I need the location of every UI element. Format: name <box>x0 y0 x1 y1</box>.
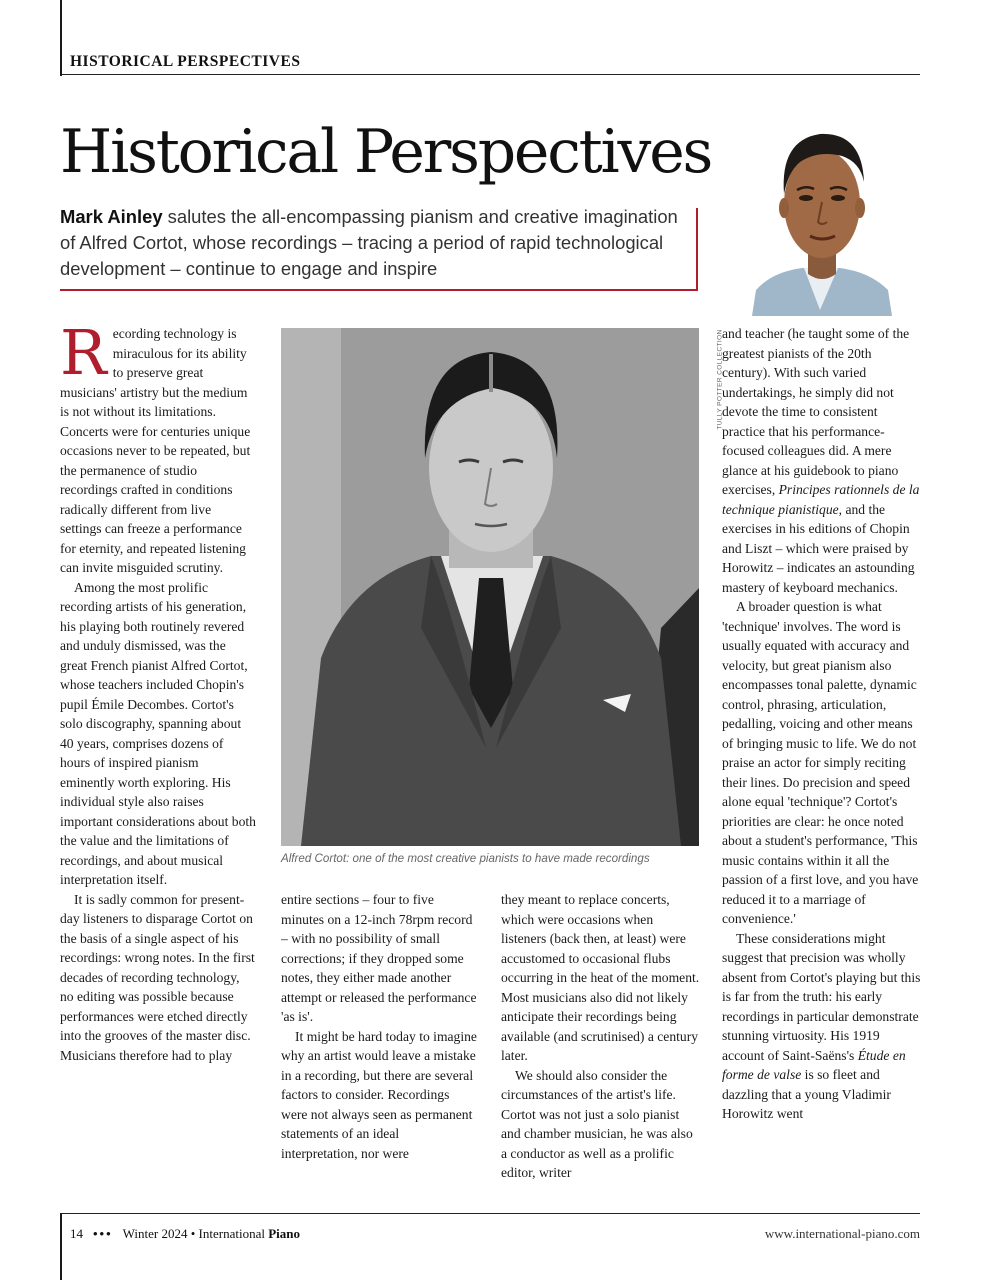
article-column-4 <box>722 324 922 1124</box>
article-column-2 <box>281 890 479 1163</box>
paragraph: We should also consider the circumstances of the artist's life. Cortot was not just a solo pianist and chamber musician, he was also a conductor as well as a prolific editor, writer <box>501 1067 693 1180</box>
header-divider <box>60 74 920 75</box>
photo-credit-text: TULLY POTTER COLLECTION <box>716 329 724 430</box>
footer-folio <box>70 1226 300 1242</box>
article-column-3 <box>501 890 701 1183</box>
footer-url[interactable]: www.international-piano.com <box>764 1226 920 1241</box>
standfirst-red-vertical-rule <box>696 208 698 290</box>
cortot-photo <box>281 328 699 846</box>
paragraph <box>60 316 256 578</box>
paragraph: A broader question is what 'technique' involves. The word is usually equated with accuracy and velocity, but great pianism also encompasses tonal palette, dynamic control, phrasing, articulation, pedalling, voicing and other means of bringing music to life. We do not praise an actor for simply reciting their lines. Do precision and speed alone equal 'technique'? Cortot's priorities are clear: he once noted about a student's performance, 'This music contains within it all the passion of a first love, and you have reduced it to a marriage of convenience.' <box>722 599 919 926</box>
footer-dots: ••• <box>93 1226 113 1241</box>
paragraph: they meant to replace concerts, which were occasions when listeners (back then, at least) were accustomed to occasional flubs occurring in the heat of the moment. Most musicians also did not likely anticipate their recordings being available (and scrutinised) a century later. <box>501 892 700 1063</box>
paragraph-text: ecording technology is miraculous for its ability to preserve great musicians' artistry but the medium is not without its limitations. Concerts were for centuries unique occasions never to be repeated, but the permanence of studio recordings crafted in conditions radically different from live settings can freeze a performance for eternity, and repeated listening can invite misguided scrutiny. <box>60 326 251 575</box>
paragraph: It might be hard today to imagine why an artist would leave a mistake in a recording, but there are several factors to consider. Recordings were not always seen as permanent statements of an ideal interpretation, nor were <box>281 1028 477 1161</box>
paragraph: It is sadly common for present-day listeners to disparage Cortot on the basis of a single aspect of his recordings: wrong notes. In the first decades of recording technology, no editing was possible because performances were etched directly into the grooves of the master disc. Musicians therefore had to play <box>60 891 255 1063</box>
standfirst-text: salutes the all-encompassing pianism and creative imagination of Alfred Cortot, whose recordings – tracing a period of rapid technological development – continue to engage and inspire <box>60 206 678 279</box>
standfirst <box>60 204 696 282</box>
paragraph-text: is so fleet and dazzling that a young Vladimir Horowitz went <box>722 1067 891 1121</box>
page-left-rule-top <box>60 0 62 76</box>
portrait-icon <box>742 112 898 316</box>
book-title: Principes rationnels de la technique pianistique <box>722 482 920 517</box>
paragraph: entire sections – four to five minutes on a 12-inch 78rpm record – with no possibility of small corrections; if they dropped some notes, they either made another attempt or released the performance 'as is'. <box>281 892 477 1024</box>
drop-cap: R <box>60 316 107 389</box>
work-title: Étude en forme de valse <box>722 1047 906 1082</box>
article-column-1 <box>60 316 256 1065</box>
issue-label: Winter 2024 • International <box>122 1226 269 1241</box>
paragraph-text: , and the exercises in his editions of Chopin and Liszt – which were praised by Horowitz – indicates an astounding mastery of keyboard mechanics. <box>722 501 915 595</box>
paragraph-text: These considerations might suggest that precision was wholly absent from Cortot's playing but this is far from the truth: his early recordings in particular demonstrate stunning virtuosity. His 1919 account of Saint-Saëns's <box>722 930 921 1063</box>
paragraph-text: and teacher (he taught some of the greatest pianists of the 20th century). With such varied undertakings, he simply did not devote the time to consistent practice that his performance-focused colleagues did. A mere glance at his guidebook to piano exercises, <box>722 326 910 497</box>
section-label: HISTORICAL PERSPECTIVES <box>70 53 301 70</box>
paragraph <box>722 324 922 597</box>
footer-divider <box>60 1213 920 1214</box>
standfirst-author: Mark Ainley <box>60 206 163 227</box>
page-left-rule-bottom <box>60 1214 62 1280</box>
photo-caption: Alfred Cortot: one of the most creative pianists to have made recordings <box>281 852 650 865</box>
cortot-photo-icon <box>281 328 699 846</box>
paragraph: Among the most prolific recording artists of his generation, his playing both routinely revered and unduly dismissed, was the great French pianist Alfred Cortot, whose teachers included Chopin's pupil Émile Decombes. Cortot's solo discography, spanning about 40 years, comprises dozens of hours of inspired pianism eminently worth exploring. His individual style also raises important considerations about both the value and the limitations of recordings, and about musical interpretation itself. <box>60 579 256 887</box>
brand-name: Piano <box>268 1226 300 1241</box>
author-portrait-illustration <box>742 112 898 316</box>
standfirst-red-horizontal-rule <box>60 289 698 291</box>
page-title: Historical Perspectives <box>60 117 712 187</box>
paragraph <box>722 929 922 1124</box>
page-number: 14 <box>70 1226 83 1241</box>
photo-credit <box>712 330 722 434</box>
